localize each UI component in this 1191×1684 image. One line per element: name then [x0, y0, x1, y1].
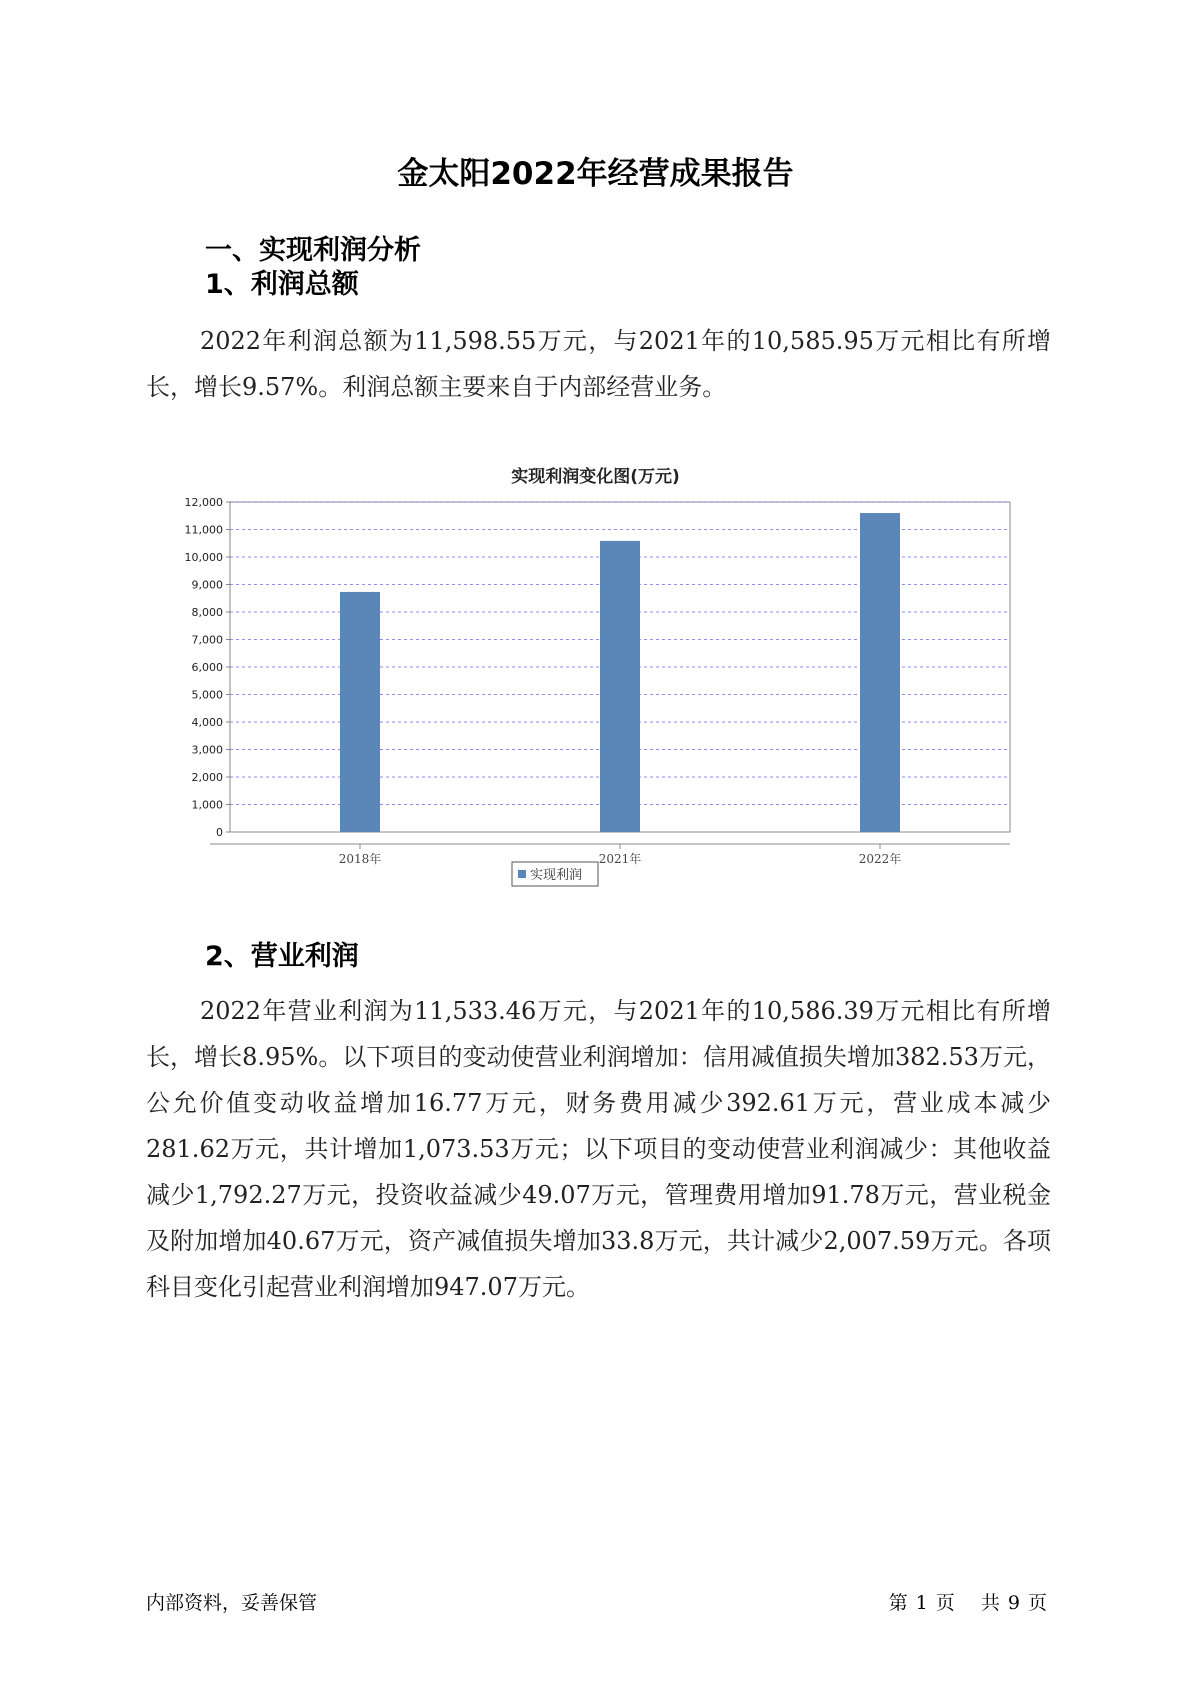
- y-tick-label: 11,000: [184, 523, 223, 537]
- y-tick-label: 10,000: [184, 551, 223, 564]
- x-tick-label: 2021年: [598, 852, 642, 866]
- bar-1: [600, 541, 640, 832]
- paragraph-total-profit: 2022年利润总额为11,598.55万元，与2021年的10,585.95万元相比有所增长，增长9.57%。利润总额主要来自于内部经营业务。: [146, 327, 1051, 401]
- x-tick-label: 2022年: [858, 852, 902, 866]
- profit-bar-chart: [150, 490, 1020, 910]
- y-tick-label: 7,000: [191, 633, 223, 647]
- footer-confidential-note: 内部资料，妥善保管: [146, 1592, 318, 1614]
- total-unit: 页: [1027, 1592, 1047, 1614]
- x-tick-label: 2018年: [338, 852, 382, 866]
- legend-label: 实现利润: [530, 868, 583, 883]
- page-number: 1: [915, 1592, 928, 1614]
- y-tick-label: 8,000: [191, 606, 223, 619]
- y-tick-label: 12,000: [184, 496, 223, 509]
- footer-page-indicator: [885, 1588, 1051, 1615]
- y-tick-label: 4,000: [191, 716, 223, 729]
- document-title: 金太阳2022年经营成果报告: [397, 156, 794, 192]
- subsection-heading-operating-profit: 2、营业利润: [205, 941, 359, 972]
- y-tick-label: 0: [216, 826, 223, 839]
- bar-0: [340, 592, 380, 832]
- y-tick-label: 6,000: [191, 661, 223, 674]
- bar-2: [860, 513, 900, 832]
- y-tick-label: 3,000: [191, 743, 223, 757]
- y-tick-label: 5,000: [191, 688, 223, 702]
- paragraph-operating-profit: 2022年营业利润为11,533.46万元，与2021年的10,586.39万元相比有所增长，增长8.95%。以下项目的变动使营业利润增加：信用减值损失增加382.53万元，公允价值变动收益增加16.77万元，财务费用减少392.61万元，营业成本减少281.62万元，共计增加1,073.53万元；以下项目的变动使营业利润减少：其他收益减少1,792.27万元，投资收益减少49.07万元，管理费用增加91.78万元，营业税金及附加增加40.67万元，资产减值损失增加33.8万元，共计减少2,007.59万元。各项科目变化引起营业利润增加947.07万元。: [146, 997, 1051, 1301]
- legend-swatch: [518, 870, 526, 878]
- page-unit: 页: [935, 1592, 955, 1614]
- subsection-heading-total-profit: 1、利润总额: [205, 269, 359, 300]
- total-pages: 9: [1007, 1592, 1020, 1614]
- y-tick-label: 2,000: [191, 771, 223, 784]
- y-tick-label: 9,000: [191, 578, 223, 592]
- total-prefix: 共: [980, 1592, 1000, 1614]
- chart-title: 实现利润变化图(万元): [511, 467, 680, 487]
- y-tick-label: 1,000: [191, 798, 223, 812]
- page-prefix: 第: [888, 1592, 908, 1614]
- section-heading-profit-analysis: 一、实现利润分析: [205, 235, 421, 266]
